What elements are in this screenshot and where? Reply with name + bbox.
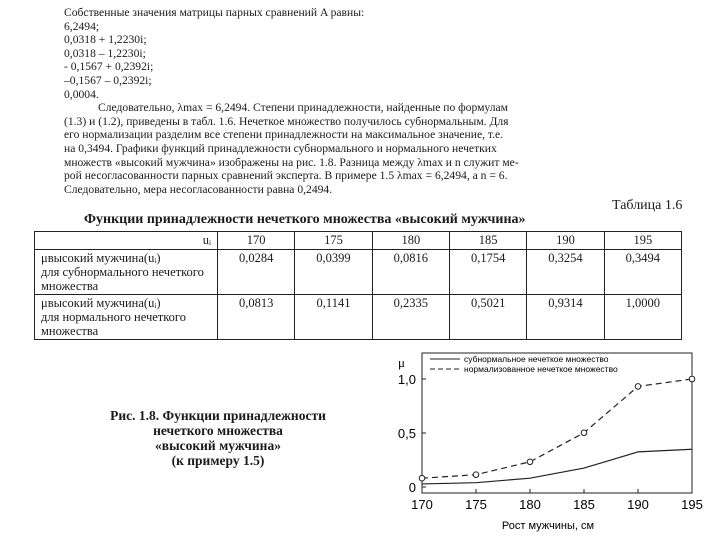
figure-caption (58, 408, 378, 468)
y-axis-label: μ (398, 355, 405, 370)
caption-line: (к примеру 1.5) (171, 453, 265, 468)
col-header: 185 (449, 232, 526, 250)
legend (430, 354, 618, 374)
table-cell: 1,0000 (604, 295, 681, 340)
intro-paragraph (64, 6, 684, 196)
table-cell: 0,0813 (218, 295, 295, 340)
text-line: рой несогласованности парных сравнений эксперта. В примере 1.5 λmax = 6,2494, а n = 6. (64, 169, 508, 183)
table-row (35, 295, 682, 340)
text-line: 0,0318 – 1,2230i; (64, 46, 146, 60)
legend-label: нормализованное нечеткое множество (464, 364, 618, 374)
text-line: - 0,1567 + 0,2392i; (64, 60, 154, 74)
caption-line: нечеткого множества (153, 423, 283, 438)
row-desc: для субнормального нечеткого множества (41, 265, 204, 293)
data-point (527, 459, 533, 465)
data-point (635, 384, 641, 390)
legend-label: субнормальное нечеткое множество (464, 354, 609, 364)
col-header: 180 (372, 232, 449, 250)
x-tick-label: 170 (411, 497, 433, 512)
text-line: Собственные значения матрицы парных сравнений A равны: (64, 6, 365, 19)
text-line: Следовательно, λmax = 6,2494. Степени принадлежности, найденные по формулам (98, 101, 508, 115)
table-cell: 0,1754 (449, 250, 526, 295)
table-cell: 0,0816 (372, 250, 449, 295)
col-header: 170 (218, 232, 295, 250)
table-cell: 0,0284 (218, 250, 295, 295)
text-line: на 0,3494. Графики функций принадлежности субнормального и нормального нечетких (64, 141, 497, 155)
text-line: 0,0004. (64, 87, 99, 101)
table-cell: 0,9314 (527, 295, 604, 340)
y-tick-label: 0 (408, 480, 416, 495)
table-caption: Таблица 1.6 (612, 198, 683, 213)
text-line: –0,1567 – 0,2392i; (64, 73, 152, 87)
plot-frame (422, 353, 692, 493)
membership-table (34, 231, 682, 340)
table-cell: 0,3254 (527, 250, 604, 295)
data-point (473, 472, 479, 478)
col-header: 190 (527, 232, 604, 250)
table-row (35, 250, 682, 295)
text-line: 6,2494; (64, 19, 100, 33)
text-line: множеств «высокий мужчина» изображены на рис. 1.8. Разница между λmax и n служит ме- (64, 155, 519, 169)
mu-label: μвысокий мужчина(uᵢ) (41, 296, 161, 310)
table-cell: 0,2335 (372, 295, 449, 340)
table-header-row (35, 232, 682, 250)
text-line: (1.3) и (1.2), приведены в табл. 1.6. Нечеткое множество получилось субнормальным. Для (64, 114, 509, 128)
series-line-1 (422, 449, 692, 484)
table-cell: 0,0399 (295, 250, 372, 295)
data-point (419, 475, 425, 481)
table-title: Функции принадлежности нечеткого множества «высокий мужчина» (84, 212, 526, 227)
col-header: 175 (295, 232, 372, 250)
row-label (35, 295, 218, 340)
caption-line: Рис. 1.8. Функции принадлежности (110, 408, 326, 423)
table-cell: 0,1141 (295, 295, 372, 340)
table-cell: 0,5021 (449, 295, 526, 340)
text-line: его нормализации разделим все степени принадлежности на максимальное значение, т.е. (64, 128, 504, 142)
header-label: uᵢ (35, 232, 218, 250)
row-label (35, 250, 218, 295)
text-line: 0,0318 + 1,2230i; (64, 33, 147, 47)
y-tick-label: 0,5 (397, 426, 416, 441)
data-point (689, 376, 695, 382)
caption-line: «высокий мужчина» (155, 438, 281, 453)
col-header: 195 (604, 232, 681, 250)
x-tick-label: 180 (519, 497, 541, 512)
series-line-2 (422, 379, 692, 478)
y-tick-label: 1,0 (397, 372, 416, 387)
data-point (581, 430, 587, 436)
membership-chart (360, 345, 703, 535)
row-desc: для нормального нечеткого множества (41, 310, 187, 338)
table-cell: 0,3494 (604, 250, 681, 295)
x-tick-label: 185 (573, 497, 595, 512)
x-axis-label: Рост мужчины, см (501, 520, 595, 532)
x-tick-label: 190 (627, 497, 649, 512)
mu-label: μвысокий мужчина(uᵢ) (41, 251, 161, 265)
text-line: Следовательно, мера несогласованности равна 0,2494. (64, 182, 333, 196)
x-tick-label: 195 (681, 497, 703, 512)
x-tick-label: 175 (465, 497, 487, 512)
